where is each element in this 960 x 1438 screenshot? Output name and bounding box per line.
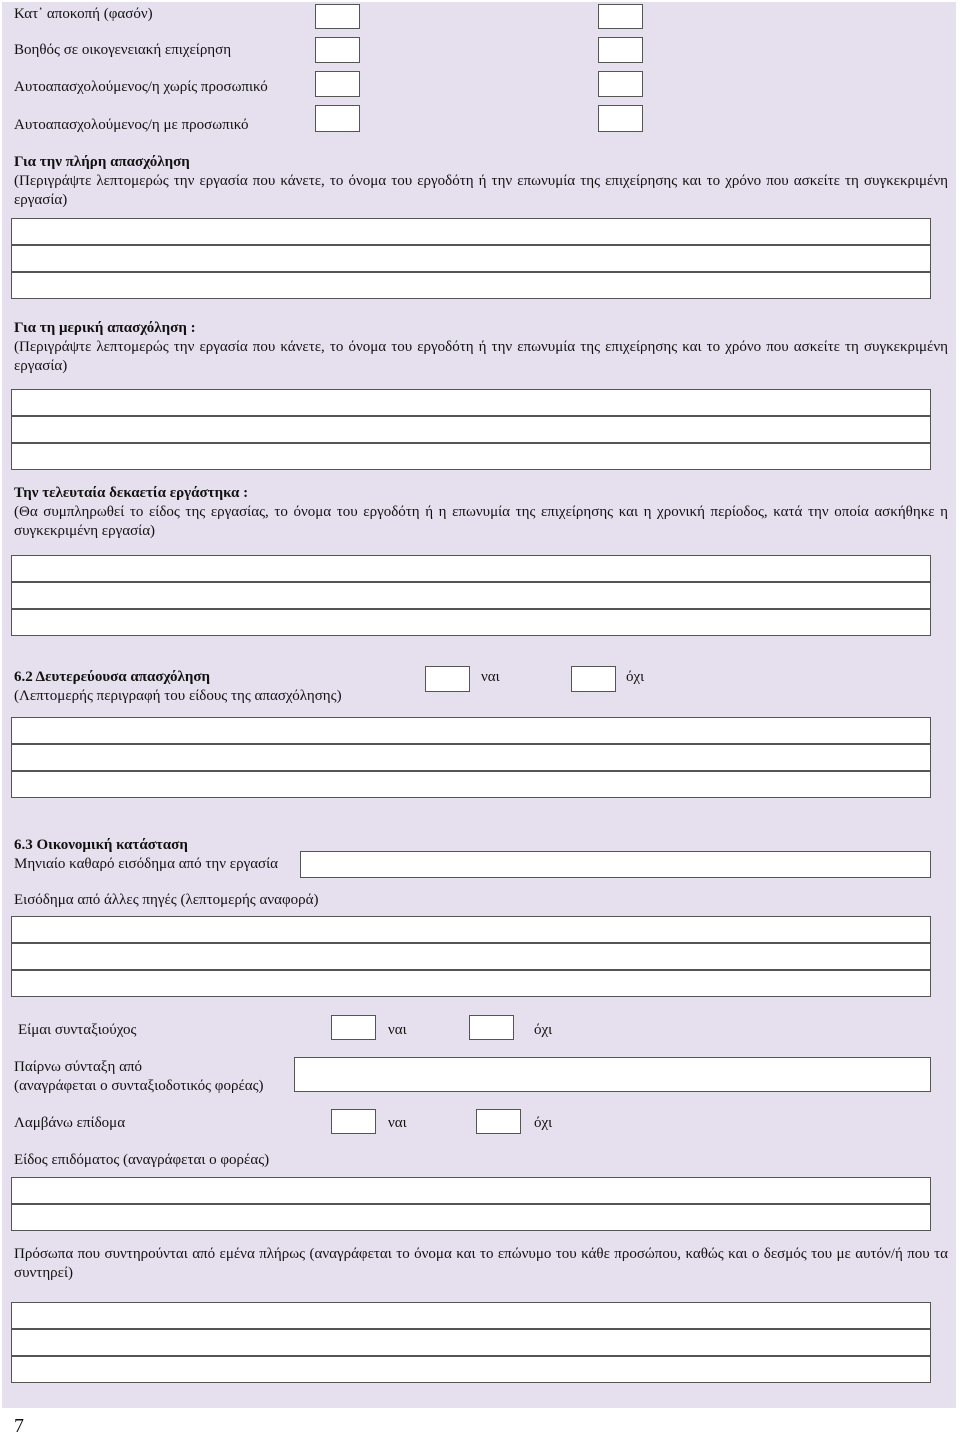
dependents-line-3[interactable] bbox=[11, 1356, 931, 1383]
status-checkbox-a-piecework[interactable] bbox=[315, 4, 360, 29]
full-time-line-3[interactable] bbox=[11, 272, 931, 299]
secondary-no-checkbox[interactable] bbox=[571, 666, 616, 692]
secondary-line-3[interactable] bbox=[11, 771, 931, 798]
secondary-no-label: όχι bbox=[626, 669, 645, 685]
part-time-title: Για τη μερική απασχόληση : bbox=[14, 320, 196, 336]
last-decade-line-1[interactable] bbox=[11, 555, 931, 582]
benefit-label: Λαμβάνω επίδομα bbox=[14, 1115, 126, 1131]
dependents-line-2[interactable] bbox=[11, 1329, 931, 1356]
financial-title: 6.3 Οικονομική κατάσταση bbox=[14, 837, 188, 853]
dependents-label: Πρόσωπα που συντηρούνται από εμένα πλήρως (αναγράφεται το όνομα και το επώνυμο του κάθε προσώπου, καθώς και ο δεσμός του με αυτόν/ή που τα συντηρεί) bbox=[14, 1246, 948, 1281]
benefit-type-label: Είδος επιδόματος (αναγράφεται ο φορέας) bbox=[14, 1152, 270, 1168]
secondary-yes-checkbox[interactable] bbox=[425, 666, 470, 692]
benefit-no-checkbox[interactable] bbox=[476, 1109, 521, 1134]
status-checkbox-a-family-helper[interactable] bbox=[315, 37, 360, 63]
status-checkbox-a-self-employed-staff[interactable] bbox=[315, 105, 360, 132]
page-number: 7 bbox=[14, 1415, 24, 1437]
other-income-line-3[interactable] bbox=[11, 970, 931, 997]
last-decade-line-3[interactable] bbox=[11, 609, 931, 636]
status-checkbox-b-self-employed-staff[interactable] bbox=[598, 105, 643, 132]
benefit-no-label: όχι bbox=[534, 1115, 553, 1131]
full-time-desc: (Περιγράψτε λεπτομερώς την εργασία που κάνετε, το όνομα του εργοδότη ή την επωνυμία της επιχείρησης και το χρόνο που ασκείτε τη συγκεκριμένη εργασία) bbox=[14, 173, 948, 208]
full-time-line-1[interactable] bbox=[11, 218, 931, 245]
benefit-yes-checkbox[interactable] bbox=[331, 1109, 376, 1134]
last-decade-title: Την τελευταία δεκαετία εργάστηκα : bbox=[14, 485, 249, 501]
last-decade-desc: (Θα συμπληρωθεί το είδος της εργασίας, το όνομα του εργοδότη ή η επωνυμία της επιχείρησης και η χρονική περίοδος, κατά την οποία ασκήθηκε η συγκεκριμένη εργασία) bbox=[14, 504, 948, 539]
status-checkbox-b-self-employed-no-staff[interactable] bbox=[598, 71, 643, 97]
status-label-self-employed-staff: Αυτοαπασχολούμενος/η με προσωπικό bbox=[14, 117, 249, 133]
secondary-line-2[interactable] bbox=[11, 744, 931, 771]
part-time-line-2[interactable] bbox=[11, 416, 931, 443]
status-checkbox-b-family-helper[interactable] bbox=[598, 37, 643, 63]
secondary-title: 6.2 Δευτερεύουσα απασχόληση bbox=[14, 669, 211, 685]
other-income-line-2[interactable] bbox=[11, 943, 931, 970]
pensioner-no-label: όχι bbox=[534, 1022, 553, 1038]
secondary-yes-label: ναι bbox=[481, 669, 500, 685]
pensioner-yes-checkbox[interactable] bbox=[331, 1015, 376, 1040]
benefit-type-line-1[interactable] bbox=[11, 1177, 931, 1204]
status-label-self-employed-no-staff: Αυτοαπασχολούμενος/η χωρίς προσωπικό bbox=[14, 79, 268, 95]
pensioner-yes-label: ναι bbox=[388, 1022, 407, 1038]
status-checkbox-b-piecework[interactable] bbox=[598, 4, 643, 29]
status-label-family-helper: Βοηθός σε οικογενειακή επιχείρηση bbox=[14, 42, 232, 58]
pension-from-label: Παίρνω σύνταξη από bbox=[14, 1059, 143, 1075]
benefit-type-line-2[interactable] bbox=[11, 1204, 931, 1231]
status-label-piecework: Κατ᾽ αποκοπή (φασόν) bbox=[14, 6, 153, 22]
part-time-line-3[interactable] bbox=[11, 443, 931, 470]
full-time-line-2[interactable] bbox=[11, 245, 931, 272]
pensioner-no-checkbox[interactable] bbox=[469, 1015, 514, 1040]
part-time-line-1[interactable] bbox=[11, 389, 931, 416]
pension-from-note: (αναγράφεται ο συνταξιοδοτικός φορέας) bbox=[14, 1078, 264, 1094]
dependents-line-1[interactable] bbox=[11, 1302, 931, 1329]
pension-from-field[interactable] bbox=[294, 1057, 931, 1092]
benefit-yes-label: ναι bbox=[388, 1115, 407, 1131]
last-decade-line-2[interactable] bbox=[11, 582, 931, 609]
monthly-income-label: Μηνιαίο καθαρό εισόδημα από την εργασία bbox=[14, 856, 279, 872]
secondary-line-1[interactable] bbox=[11, 717, 931, 744]
full-time-title: Για την πλήρη απασχόληση bbox=[14, 154, 190, 170]
other-income-line-1[interactable] bbox=[11, 916, 931, 943]
monthly-income-field[interactable] bbox=[300, 851, 931, 878]
status-checkbox-a-self-employed-no-staff[interactable] bbox=[315, 71, 360, 97]
other-income-label: Εισόδημα από άλλες πηγές (λεπτομερής αναφορά) bbox=[14, 892, 319, 908]
pensioner-label: Είμαι συνταξιούχος bbox=[18, 1022, 137, 1038]
secondary-desc: (Λεπτομερής περιγραφή του είδους της απασχόλησης) bbox=[14, 688, 342, 704]
part-time-desc: (Περιγράψτε λεπτομερώς την εργασία που κάνετε, το όνομα του εργοδότη ή την επωνυμία της επιχείρησης και το χρόνο που ασκείτε τη συγκεκριμένη εργασία) bbox=[14, 339, 948, 374]
